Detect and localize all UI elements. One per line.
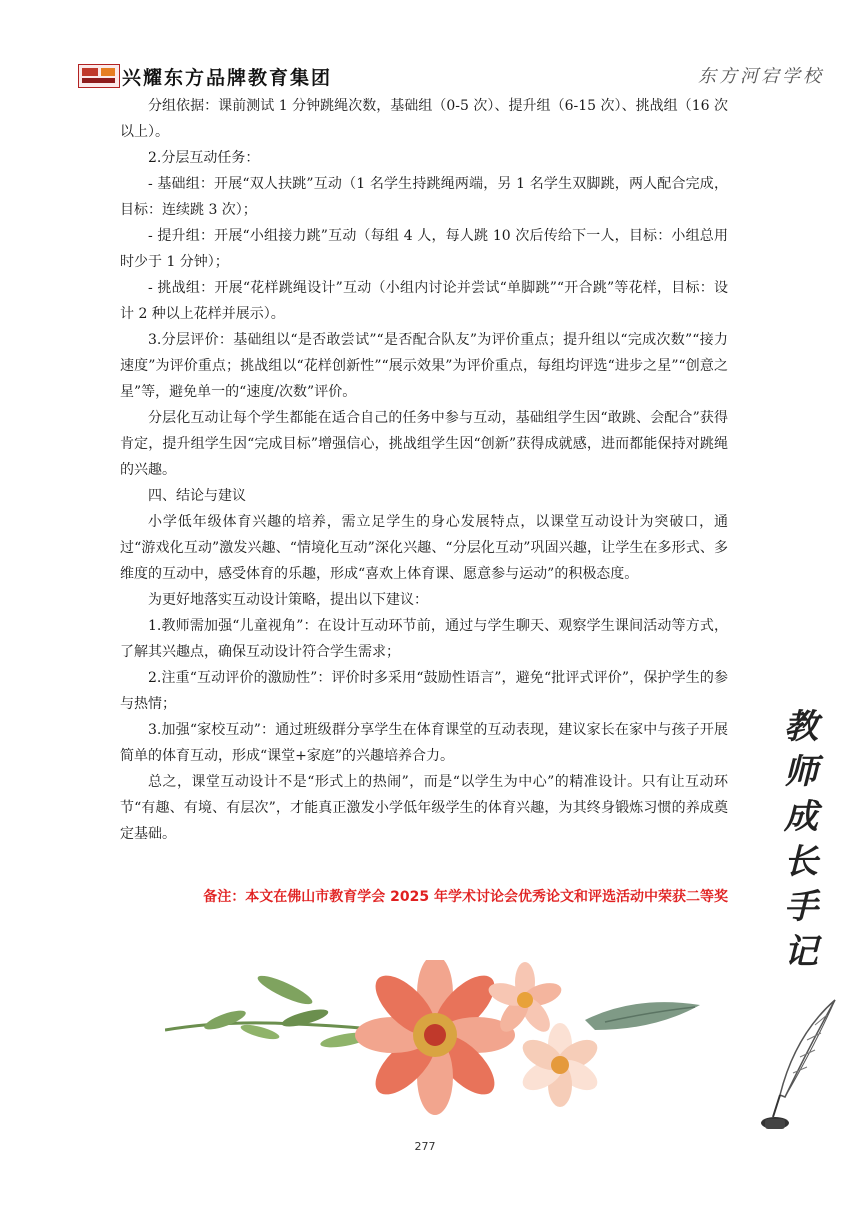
group-logo-icon [78, 64, 120, 88]
side-title-char: 师 [784, 752, 818, 792]
article-body [120, 93, 728, 847]
side-title-char: 手 [784, 887, 818, 927]
group-name: 兴耀东方品牌教育集团 [122, 67, 333, 89]
section-heading: 四、结论与建议 [148, 488, 246, 504]
side-title [776, 705, 826, 975]
feather-pen-icon [755, 995, 845, 1135]
side-title-char: 记 [784, 932, 818, 972]
paragraph: 为更好地落实互动设计策略，提出以下建议： [148, 592, 428, 608]
paragraph: 分组依据：课前测试 1 分钟跳绳次数，基础组（0-5 次）、提升组（6-15 次）、挑战组（16 次以上）。 [120, 98, 728, 140]
paragraph: 分层化互动让每个学生都能在适合自己的任务中参与互动，基础组学生因“敢跳、会配合”获得肯定，提升组学生因“完成目标”增强信心，挑战组学生因“创新”获得成就感，进而都能保持对跳绳的兴趣。 [120, 410, 728, 478]
paragraph: - 提升组：开展“小组接力跳”互动（每组 4 人，每人跳 10 次后传给下一人，目标：小组总用时少于 1 分钟）； [120, 228, 728, 270]
side-title-char: 教 [784, 707, 818, 747]
side-title-char: 成 [784, 797, 818, 837]
paragraph: 3.分层评价：基础组以“是否敢尝试”“是否配合队友”为评价重点；提升组以“完成次数”“接力速度”为评价重点；挑战组以“花样创新性”“展示效果”为评价重点，每组均评选“进步之星”“创意之星”等，避免单一的“速度/次数”评价。 [120, 332, 728, 400]
page-number: 277 [414, 1140, 436, 1153]
flower-decoration-icon [165, 960, 705, 1120]
paragraph: 小学低年级体育兴趣的培养，需立足学生的身心发展特点，以课堂互动设计为突破口，通过“游戏化互动”激发兴趣、“情境化互动”深化兴趣、“分层化互动”巩固兴趣，让学生在多形式、多维度的互动中，感受体育的乐趣，形成“喜欢上体育课、愿意参与运动”的积极态度。 [120, 514, 728, 582]
award-note: 备注：本文在佛山市教育学会 2025 年学术讨论会优秀论文和评选活动中荣获二等奖 [203, 889, 728, 905]
paragraph: 总之，课堂互动设计不是“形式上的热闹”，而是“以学生为中心”的精准设计。只有让互动环节“有趣、有境、有层次”，才能真正激发小学低年级学生的体育兴趣，为其终身锻炼习惯的养成奠定基础。 [120, 774, 728, 842]
paragraph: - 挑战组：开展“花样跳绳设计”互动（小组内讨论并尝试“单脚跳”“开合跳”等花样，目标：设计 2 种以上花样并展示）。 [120, 280, 728, 322]
page-header [0, 0, 850, 95]
paragraph: 3.加强“家校互动”：通过班级群分享学生在体育课堂的互动表现，建议家长在家中与孩子开展简单的体育互动，形成“课堂+家庭”的兴趣培养合力。 [120, 722, 728, 764]
paragraph: 1.教师需加强“儿童视角”：在设计互动环节前，通过与学生聊天、观察学生课间活动等方式，了解其兴趣点，确保互动设计符合学生需求； [120, 618, 728, 660]
side-title-char: 长 [784, 842, 818, 882]
paragraph: 2.分层互动任务： [148, 150, 260, 166]
paragraph: 2.注重“互动评价的激励性”：评价时多采用“鼓励性语言”，避免“批评式评价”，保护学生的参与热情； [120, 670, 728, 712]
paragraph: - 基础组：开展“双人扶跳”互动（1 名学生持跳绳两端，另 1 名学生双脚跳，两人配合完成，目标：连续跳 3 次）； [120, 176, 728, 218]
school-name: 东方河宕学校 [698, 66, 824, 87]
